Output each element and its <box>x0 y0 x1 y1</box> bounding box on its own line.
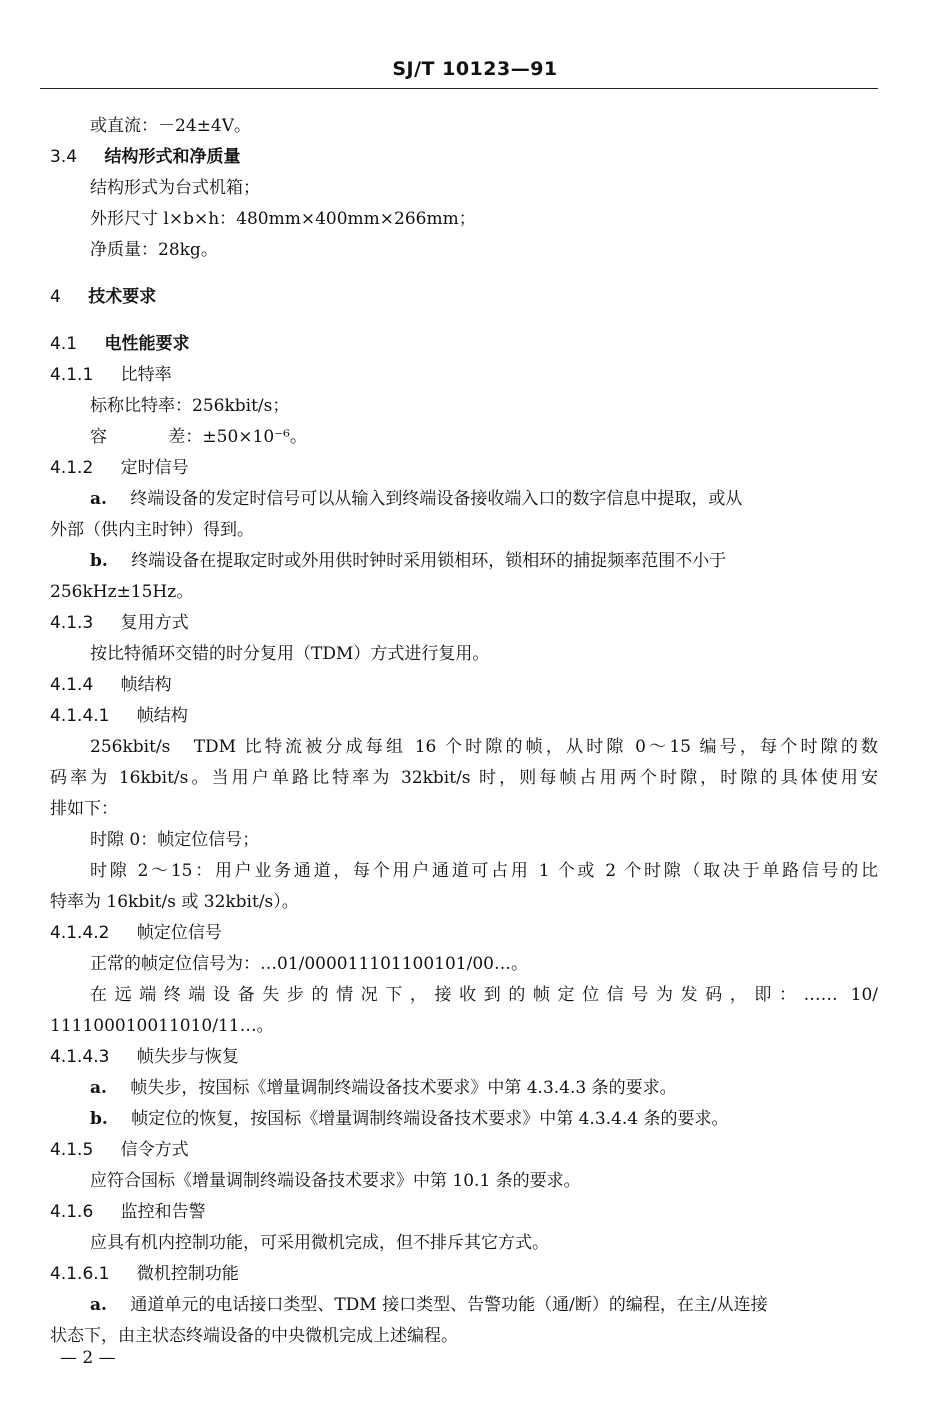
section-title: 电性能要求 <box>104 334 190 354</box>
text-line <box>90 425 307 449</box>
section-number: 3.4 <box>50 147 78 167</box>
section-heading-4-1-4-3 <box>50 1045 239 1069</box>
section-title: 帧结构 <box>120 675 172 695</box>
section-number: 4 <box>50 287 61 307</box>
text-line: 净质量：28kg。 <box>90 240 218 260</box>
text-line: 在远端终端设备失步的情况下，接收到的帧定位信号为发码，即：…… 10/ <box>90 985 878 1005</box>
list-text: 通道单元的电话接口类型、TDM 接口类型、告警功能（通/断）的编程，在主/从连接 <box>130 1295 768 1315</box>
text-line: 时隙 2～15：用户业务通道，每个用户通道可占用 1 个或 2 个时隙（取决于单路信号的比 <box>90 861 878 881</box>
section-title: 帧失步与恢复 <box>136 1047 239 1067</box>
text-line: 正常的帧定位信号为：…01/000011101100101/00…。 <box>90 954 528 974</box>
list-label: a. <box>90 489 107 509</box>
list-item-b <box>90 1107 729 1131</box>
text-line: 外部（供内主时钟）得到。 <box>50 520 254 540</box>
section-heading-4-1-2 <box>50 456 189 480</box>
text-line: 码率为 16kbit/s。当用户单路比特率为 32kbit/s 时，则每帧占用两个时隙，时隙的具体使用安 <box>50 768 878 788</box>
text-line: 256kHz±15Hz。 <box>50 582 194 602</box>
section-heading-4-1-5 <box>50 1138 189 1162</box>
section-title: 复用方式 <box>120 613 189 633</box>
section-number: 4.1.4.1 <box>50 706 110 726</box>
list-item-a <box>90 1076 677 1100</box>
text-fragment: 差：±50×10⁻⁶。 <box>168 427 307 447</box>
section-title: 帧结构 <box>136 706 188 726</box>
section-number: 4.1.1 <box>50 365 94 385</box>
section-heading-3-4 <box>50 145 240 169</box>
section-title: 帧定位信号 <box>136 923 222 943</box>
list-label: b. <box>90 551 108 571</box>
text-line: 排如下： <box>50 799 118 819</box>
section-heading-4-1-6-1 <box>50 1262 239 1286</box>
section-title: 技术要求 <box>88 287 157 307</box>
section-heading-4 <box>50 285 156 309</box>
text-line: 应具有机内控制功能，可采用微机完成，但不排斥其它方式。 <box>90 1233 549 1253</box>
section-title: 定时信号 <box>120 458 189 478</box>
list-item-a <box>90 1293 878 1317</box>
section-number: 4.1.4.2 <box>50 923 110 943</box>
list-text: 帧定位的恢复，按国标《增量调制终端设备技术要求》中第 4.3.4.4 条的要求。 <box>131 1109 729 1129</box>
list-text: 终端设备的发定时信号可以从输入到终端设备接收端入口的数字信息中提取，或从 <box>130 489 743 509</box>
section-heading-4-1-4-2 <box>50 921 222 945</box>
text-line: 256kbit/s TDM 比特流被分成每组 16 个时隙的帧，从时隙 0～15 编号，每个时隙的数 <box>90 737 878 757</box>
text-line: 状态下，由主状态终端设备的中央微机完成上述编程。 <box>50 1326 458 1346</box>
section-heading-4-1-4 <box>50 673 172 697</box>
page-number: — 2 — <box>60 1348 116 1368</box>
header-rule <box>40 88 878 89</box>
section-number: 4.1.4 <box>50 675 94 695</box>
section-heading-4-1-6 <box>50 1200 206 1224</box>
text-line: 特率为 16kbit/s 或 32kbit/s）。 <box>50 892 299 912</box>
section-heading-4-1-4-1 <box>50 704 188 728</box>
list-label: a. <box>90 1295 107 1315</box>
text-line: 外形尺寸 l×b×h：480mm×400mm×266mm； <box>90 209 476 229</box>
text-line: 标称比特率：256kbit/s； <box>90 396 290 416</box>
list-item-b <box>90 549 878 573</box>
text-fragment: 容 <box>90 427 107 447</box>
list-label: b. <box>90 1109 108 1129</box>
text-line: 结构形式为台式机箱； <box>90 178 260 198</box>
text-line: 按比特循环交错的时分复用（TDM）方式进行复用。 <box>90 644 490 664</box>
list-text: 帧失步，按国标《增量调制终端设备技术要求》中第 4.3.4.3 条的要求。 <box>130 1078 677 1098</box>
text-line: 时隙 0：帧定位信号； <box>90 830 260 850</box>
list-item-a <box>90 487 878 511</box>
section-number: 4.1.3 <box>50 613 94 633</box>
text-line: 111100010011010/11…。 <box>50 1016 274 1036</box>
section-title: 比特率 <box>120 365 172 385</box>
list-text: 终端设备在提取定时或外用供时钟时采用锁相环，锁相环的捕捉频率范围不小于 <box>131 551 727 571</box>
section-heading-4-1-3 <box>50 611 189 635</box>
section-number: 4.1.2 <box>50 458 94 478</box>
section-number: 4.1 <box>50 334 78 354</box>
text-line: 应符合国标《增量调制终端设备技术要求》中第 10.1 条的要求。 <box>90 1171 581 1191</box>
section-heading-4-1 <box>50 332 189 356</box>
section-number: 4.1.6 <box>50 1202 94 1222</box>
section-title: 微机控制功能 <box>136 1264 239 1284</box>
section-heading-4-1-1 <box>50 363 172 387</box>
section-number: 4.1.6.1 <box>50 1264 110 1284</box>
section-number: 4.1.4.3 <box>50 1047 110 1067</box>
list-label: a. <box>90 1078 107 1098</box>
document-code-header: SJ/T 10123—91 <box>392 58 558 80</box>
section-number: 4.1.5 <box>50 1140 94 1160</box>
section-title: 信令方式 <box>120 1140 189 1160</box>
section-title: 结构形式和净质量 <box>104 147 241 167</box>
text-line: 或直流：－24±4V。 <box>90 116 251 136</box>
section-title: 监控和告警 <box>120 1202 206 1222</box>
